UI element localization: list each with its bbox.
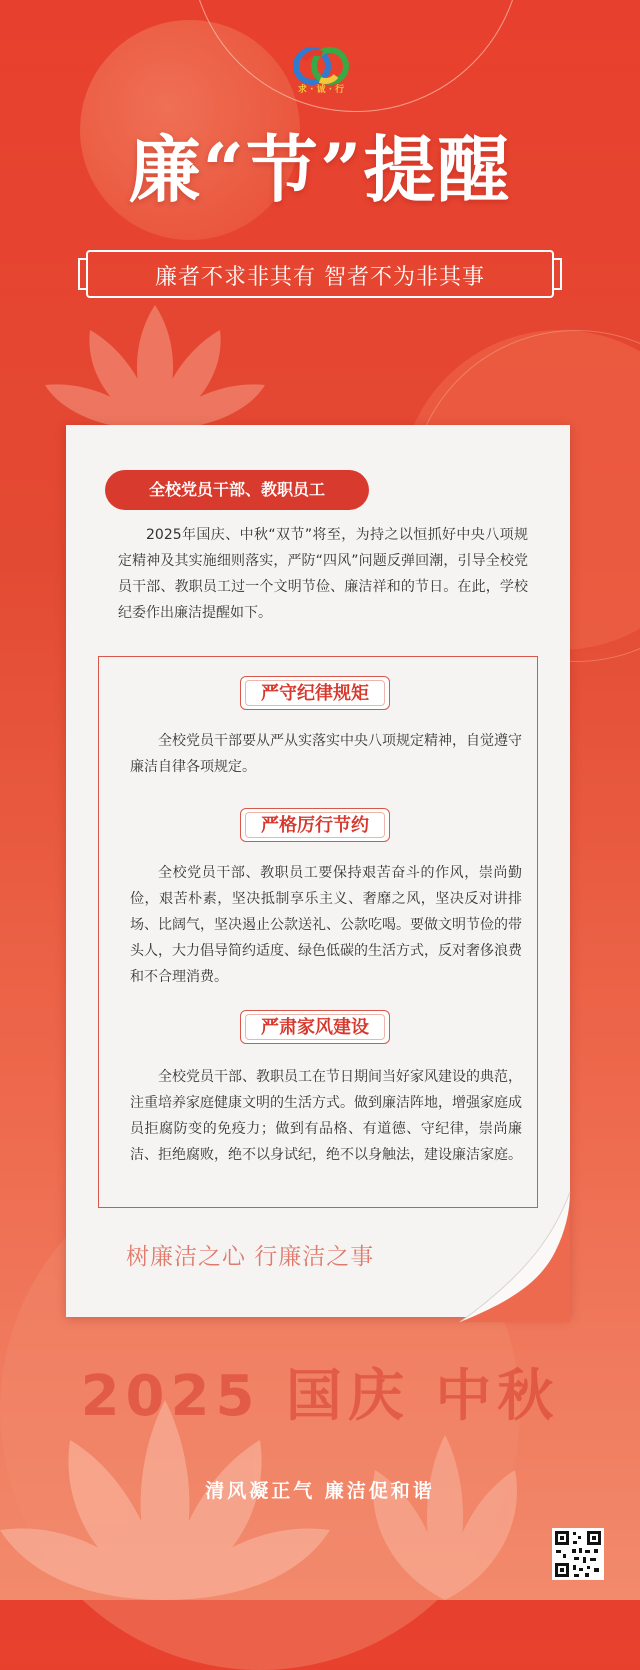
- logo-caption: 求 · 诚 · 行: [297, 85, 345, 95]
- page-curl-decoration: [460, 1192, 580, 1322]
- lotus-flower-decoration: [40, 300, 270, 440]
- section-title-family-style: 严肃家风建设: [240, 1010, 390, 1044]
- subtitle-frame: [86, 250, 554, 298]
- festival-banner: 2025 国庆 中秋: [80, 1364, 560, 1429]
- qr-code[interactable]: [552, 1528, 604, 1580]
- section-title-frugality: 严格厉行节约: [240, 808, 390, 842]
- section-body-family-style: 全校党员干部、教职员工在节日期间当好家风建设的典范，注重培养家庭健康文明的生活方式。做到廉洁阵地，增强家庭成员拒腐防变的免疫力；做到有品格、有道德、守纪律，崇尚廉洁、拒绝腐败，绝不以身试纪，绝不以身触法，建设廉洁家庭。: [130, 1069, 522, 1163]
- intro-paragraph: 2025年国庆、中秋“双节”将至，为持之以恒抓好中央八项规定精神及其实施细则落实，严防“四风”问题反弹回潮，引导全校党员干部、教职员工过一个文明节俭、廉洁祥和的节日。在此，学校纪委作出廉洁提醒如下。: [118, 527, 528, 621]
- footer-slogan: 清风凝正气 廉洁促和谐: [205, 1480, 435, 1502]
- page-title: 廉“节”提醒: [128, 127, 512, 212]
- audience-badge: 全校党员干部、教职员工: [105, 470, 369, 510]
- lotus-flower-bottom-right: [330, 1420, 560, 1600]
- section-title-discipline: 严守纪律规矩: [240, 676, 390, 710]
- closing-slogan: 树廉洁之心 行廉洁之事: [126, 1244, 375, 1270]
- section-body-frugality: 全校党员干部、教职员工要保持艰苦奋斗的作风，崇尚勤俭，艰苦朴素，坚决抵制享乐主义、奢靡之风，坚决反对讲排场、比阔气，坚决遏止公款送礼、公款吃喝。要做文明节俭的带头人，大力倡导简约适度、绿色低碳的生活方式，反对奢侈浪费和不合理消费。: [130, 865, 522, 985]
- page-subtitle: 廉者不求非其有 智者不为非其事: [155, 265, 485, 290]
- section-body-discipline: 全校党员干部要从严从实落实中央八项规定精神，自觉遵守廉洁自律各项规定。: [130, 733, 522, 775]
